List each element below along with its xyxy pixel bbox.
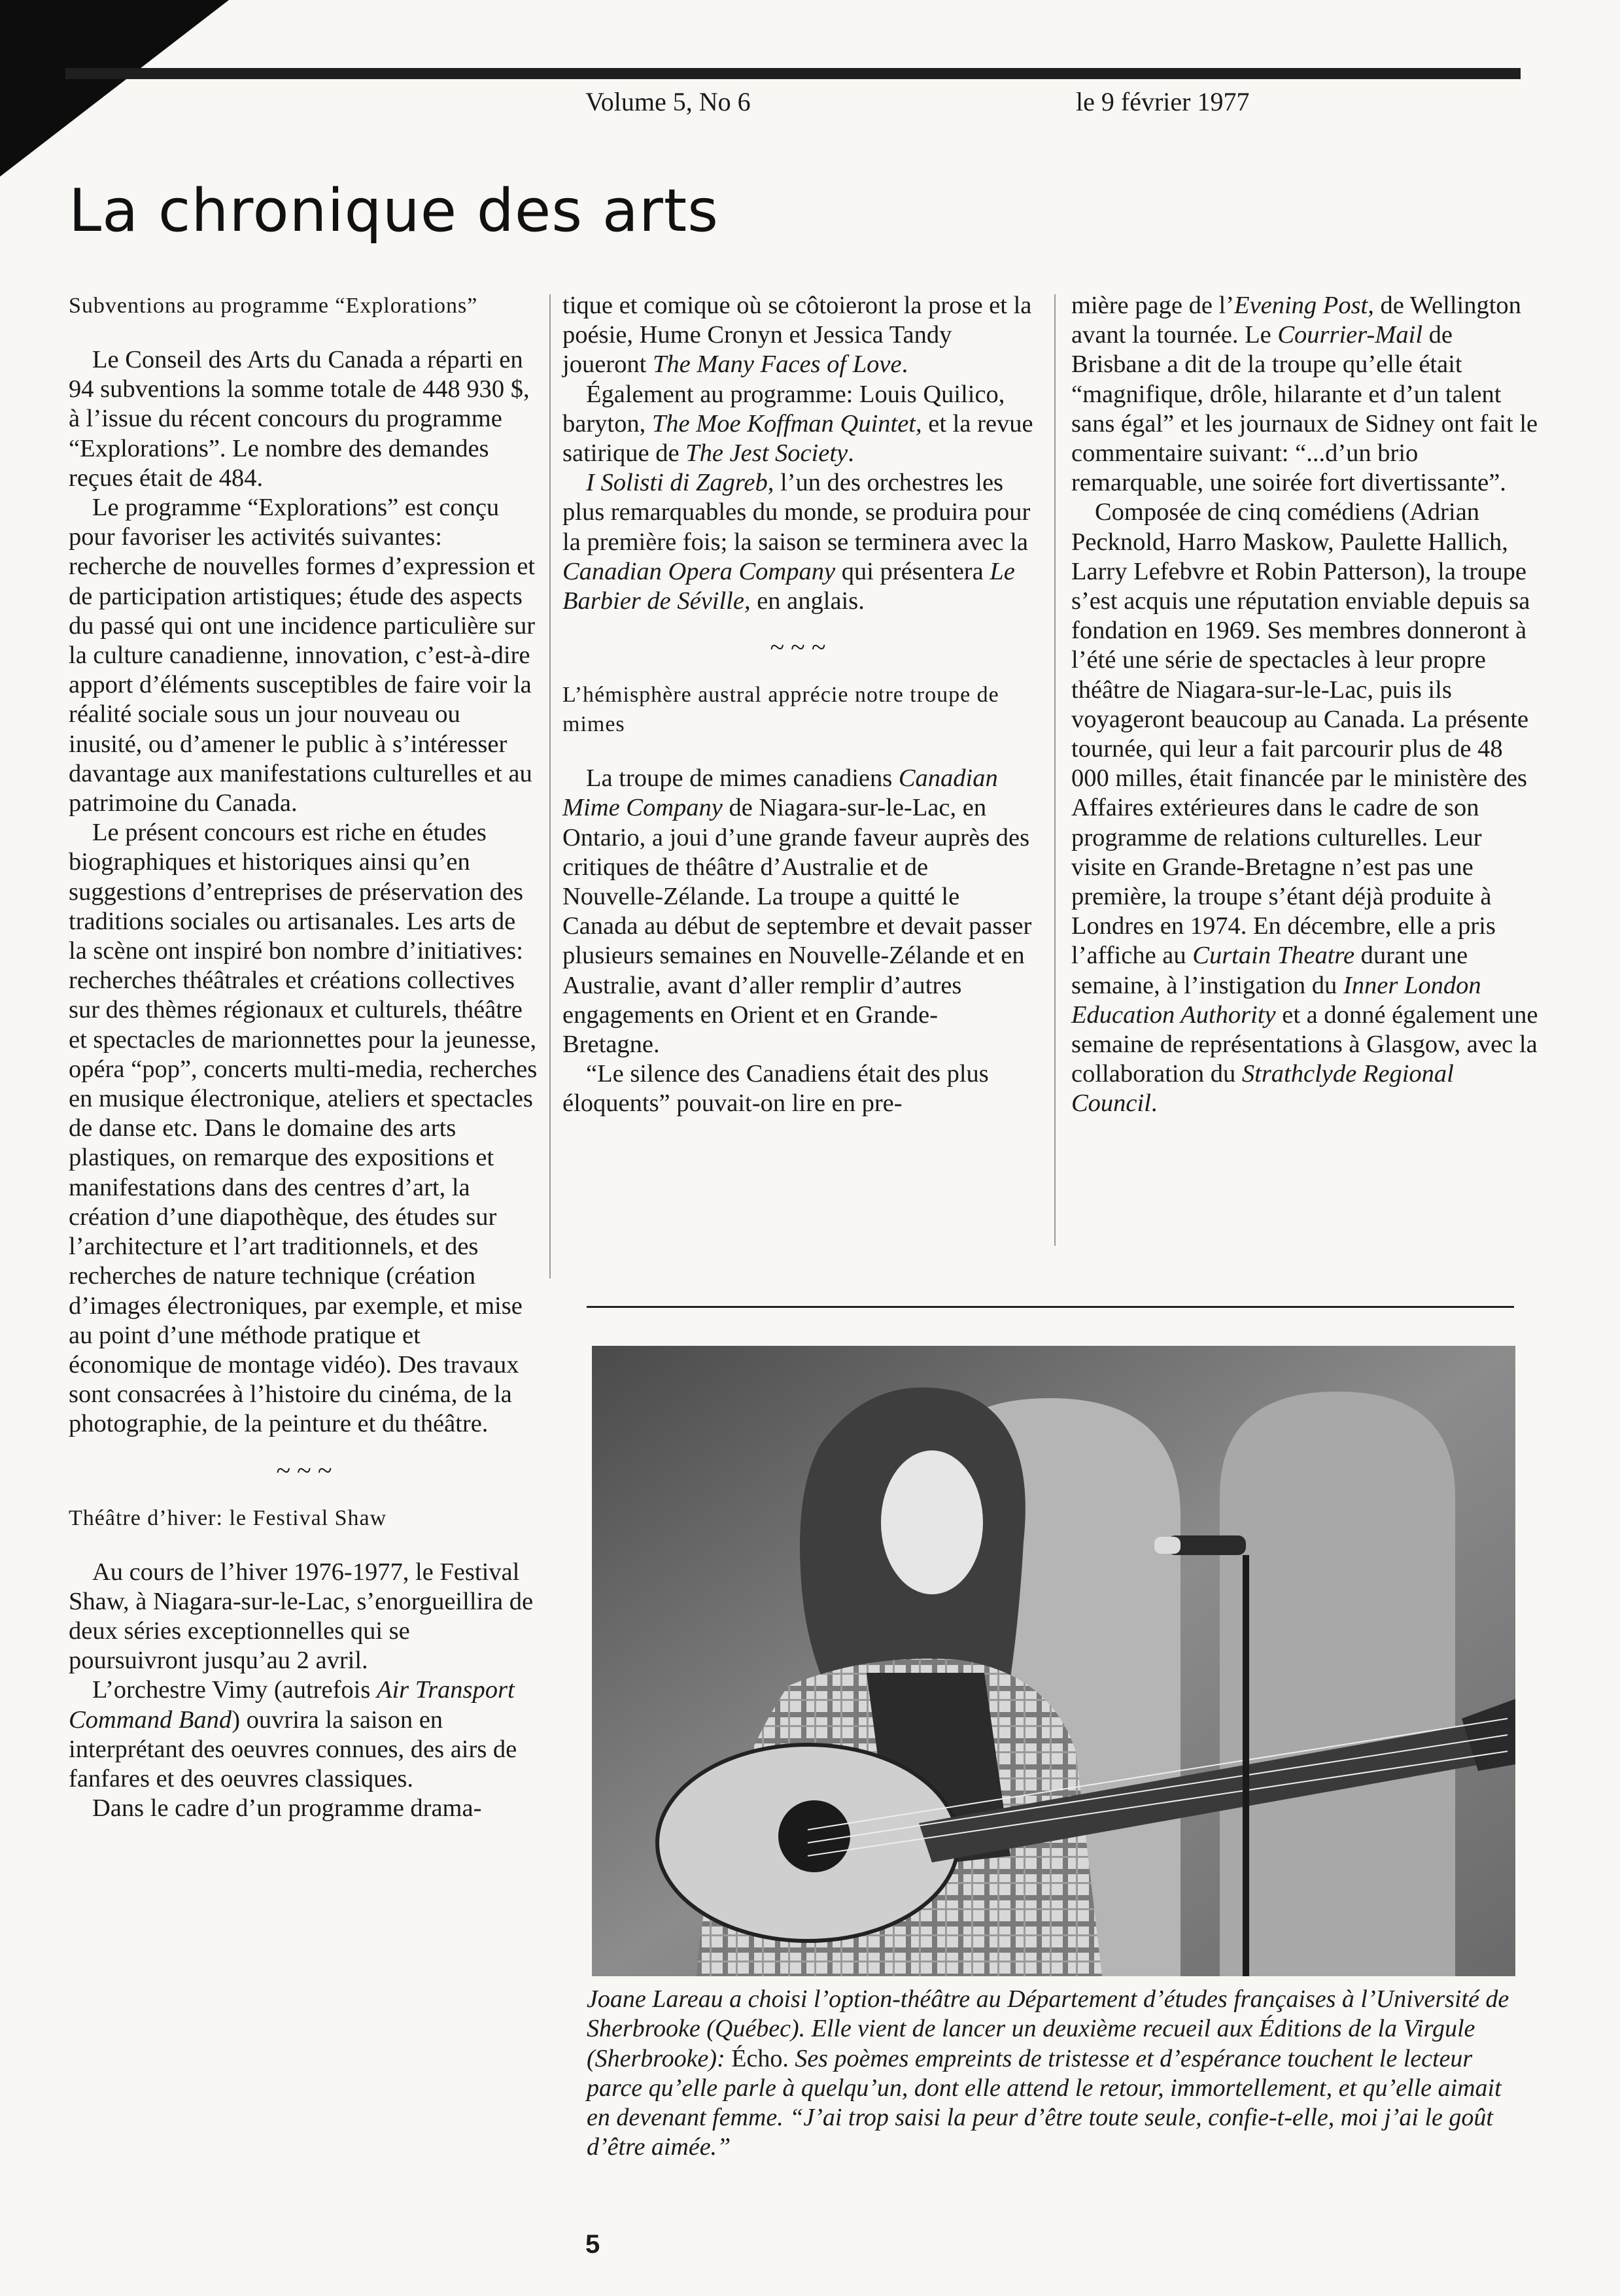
italic-title: The Moe Koffman Quintet, [651, 409, 922, 437]
paragraph: Au cours de l’hiver 1976-1977, le Festival Shaw, à Niagara-sur-le-Lac, s’enorgueillira de deux séries exceptionnelles qui se poursuivront jusqu’au 2 avril. [69, 1558, 534, 1675]
italic-title: I Solisti di Zagreb, [586, 469, 774, 497]
paragraph: Le programme “Explorations” est conçu pour favoriser les activités suivantes: recherche de nouvelles formes d’expression et de participation artistiques; étude des aspects du passé qui ont une incidence particulière sur la culture canadienne, innovation, c’est-à-dire apport d’éléments susceptibles de faire voir la réalité sociale sous un jour nouveau ou inusité, ou d’amener le public à s’intéresser davantage aux manifestations culturelles et au patrimoine du Canada. [69, 494, 536, 817]
text-run: . [901, 351, 908, 379]
italic-title: Curtain Theatre [1192, 942, 1355, 970]
paragraph [1071, 498, 1542, 1118]
italic-title: Air Transport Command Band [69, 1676, 515, 1734]
text-run: de Brisbane a dit de la troupe qu’elle était “magnifique, drôle, hilarante et d’un talent sans égal” et les journaux de Sidney ont fait le commentaire suivant: “...d’un brio remarquable, une soirée fort divertissante”. [1071, 321, 1538, 497]
text-run: L’orchestre Vimy (autrefois [92, 1676, 377, 1704]
paragraph: Le Conseil des Arts du Canada a réparti en 94 subventions la somme totale de 448 930 $, à l’issue du récent concours du programme “Explorations”. Le nombre des demandes reçues était de 484. [69, 346, 530, 492]
column-divider [1054, 294, 1056, 1246]
page-number: 5 [585, 2230, 600, 2259]
text-run: qui présentera [835, 557, 990, 585]
italic-title: Evening Post, [1234, 292, 1374, 319]
paragraph [562, 764, 1033, 1059]
paragraph [562, 291, 1033, 380]
column-2 [562, 291, 1033, 1119]
italic-title: The Jest Society [685, 439, 848, 468]
text-run: de Wellington avant la tournée. Le [1071, 292, 1521, 349]
column-divider [549, 294, 551, 1278]
italic-title: Le Barbier de Séville, [562, 557, 1015, 615]
italic-title: Canadian Mime Company [562, 764, 998, 822]
photo-caption [587, 1985, 1519, 2163]
text-run: mière page de l’ [1071, 292, 1235, 319]
text-run: . [848, 439, 854, 468]
column-1 [69, 291, 540, 1823]
italic-title: Inner London Education Authority [1071, 971, 1481, 1029]
paragraph: Dans le cadre d’un programme drama- [92, 1794, 482, 1823]
text-run: durant une semaine, à l’instigation du [1071, 942, 1468, 999]
top-rule [65, 68, 1521, 79]
headline-mimes: L’hémisphère austral apprécie notre troupe de mimes [562, 683, 999, 737]
italic-title: Canadian Opera Company [562, 557, 836, 585]
text-run: Composée de cinq comédiens (Adrian Pecknold, Harro Maskow, Paulette Hallich, Larry Lefebvre et Robin Patterson), la troupe s’est acquis une réputation enviable depuis sa fondation en 1969. Ses membres donneront à l’été une série de spectacles à leur propre théâtre de Niagara-sur-le-Lac, puis ils voyageront beaucoup au Canada. La présente tournée, qui leur a fait parcourir plus de 48 000 milles, était financée par le ministère des Affaires extérieures dans le cadre de son programme de relations culturelles. Leur visite en Grande-Bretagne n’est pas une première, la troupe s’étant déjà produite à Londres en 1974. En décembre, elle a pris l’affiche au [1071, 498, 1530, 970]
headline-explorations: Subventions au programme “Explorations” [69, 294, 478, 318]
caption-text: Joane Lareau a choisi l’option-théâtre au Département d’études françaises à l’Université de Sherbrooke (Québec). Elle vient de lancer un deuxième recueil aux Éditions de la Virgule (Sherbrooke): [587, 1985, 1509, 2072]
text-run: en anglais. [750, 587, 865, 615]
corner-mark [0, 0, 229, 177]
text-run: de Niagara-sur-le-Lac, en Ontario, a joui d’une grande faveur auprès des critiques de théâtre d’Australie et de Nouvelle-Zélande. La troupe a quitté le Canada au début de septembre et devait passer plusieurs semaines en Nouvelle-Zélande et en Australie, avant d’aller remplir d’autres engagements en Orient et en Grande-Bretagne. [562, 794, 1032, 1059]
italic-title: Courrier-Mail [1277, 321, 1423, 349]
text-run: et a donné également une semaine de représentations à Glasgow, avec la collaboration du [1071, 1001, 1538, 1088]
text-run: La troupe de mimes canadiens [586, 764, 899, 793]
paragraph [69, 1675, 540, 1794]
paragraph: “Le silence des Canadiens était des plus éloquents” pouvait-on lire en pre- [562, 1060, 989, 1118]
section-separator: ~ ~ ~ [276, 1455, 332, 1485]
volume-number: Volume 5, No 6 [585, 87, 751, 116]
photo-illustration [592, 1346, 1515, 1976]
text-run: . [1150, 1089, 1158, 1118]
paragraph: Le présent concours est riche en études biographiques et historiques ainsi qu’en suggestions d’entreprises de préservation des traditions sociales ou artisanales. Les arts de la scène ont inspiré bon nombre d’initiatives: recherches théâtrales et créations collectives sur des thèmes régionaux et culturels, théâtre et spectacles de marionnettes pour la jeunesse, opéra “pop”, concerts multi-media, recherches en musique électronique, ateliers et spectacles de danse etc. Dans le domaine des arts plastiques, on remarque des expositions et manifestations dans des centres d’art, la création d’une diapothèque, des études sur l’architecture et l’art traditionnels, et des recherches de nature technique (création d’images électroniques, par exemple, et mise au point d’une méthode pratique et économique de montage vidéo). Des travaux sont consacrées à l’histoire du cinéma, de la photographie, de la peinture et du théâtre. [69, 819, 538, 1438]
italic-title: Strathclyde Regional Council [1071, 1060, 1454, 1118]
text-run: Également au programme: Louis Quilico, baryton, [562, 380, 1005, 437]
italic-title: The Many Faces of Love [652, 351, 902, 379]
paragraph [562, 380, 1033, 469]
photo-guitarist [592, 1346, 1515, 1976]
section-separator: ~ ~ ~ [770, 632, 826, 662]
masthead-title: La chronique des arts [69, 177, 719, 245]
photo-rule [587, 1306, 1514, 1308]
paragraph [562, 468, 1033, 616]
text-run: ) ouvrira la saison en interprétant des oeuvres connues, des airs de fanfares et des oeuvres classiques. [69, 1705, 517, 1792]
paragraph [1071, 291, 1542, 498]
text-run: l’un des orchestres les plus remarquables du monde, se produira pour la première fois; la saison se terminera avec la [562, 469, 1031, 556]
caption-text: Ses poèmes empreints de tristesse et d’espérance touchent le lecteur parce qu’elle parle à quelqu’un, dont elle attend le retour, immortellement, et qu’elle aimait en devenant femme. “J’ai trop saisi la peur d’être toute seule, confie-t-elle, moi j’ai le goût d’être aimée.” [587, 2044, 1502, 2161]
column-3 [1071, 291, 1542, 1119]
text-run: et la revue satirique de [562, 409, 1033, 468]
caption-book-title: Écho. [731, 2044, 789, 2072]
issue-date: le 9 février 1977 [1076, 87, 1250, 116]
headline-festival-shaw: Théâtre d’hiver: le Festival Shaw [69, 1505, 387, 1530]
text-run: tique et comique où se côtoieront la prose et la poésie, Hume Cronyn et Jessica Tandy joueront [562, 292, 1032, 379]
